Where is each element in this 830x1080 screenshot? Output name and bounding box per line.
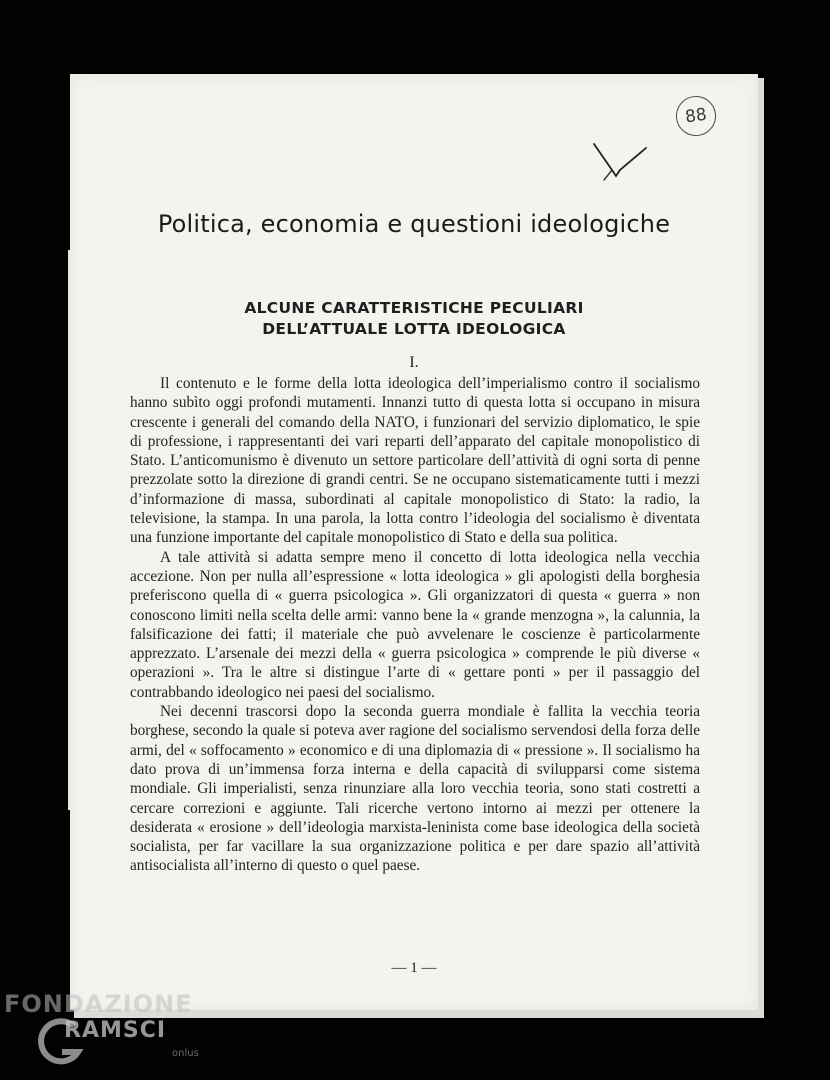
page-number: — 1 — bbox=[391, 960, 437, 976]
handwritten-check-icon bbox=[590, 130, 650, 190]
document-page bbox=[70, 74, 758, 1010]
paragraph: Nei decenni trascorsi dopo la seconda guerra mondiale è fallita la vecchia teoria borghese, secondo la quale si poteva aver ragione del socialismo servendosi della forza delle armi, del « soffocamento » economico e di una diplomazia di « pressione ». Il socialismo ha dato prova di un’immensa forza interna e della capacità di svilupparsi come sistema mondiale. Gli imperialisti, senza rinunziare alla loro vecchia teoria, sono stati costretti a cercare correzioni e aggiunte. Tali ricerche vertono intorno ai mezzi per ottenere la desiderata « erosione » dell’ideologia marxista-leninista come base ideologica della società socialista, per far vacillare la sua organizzazione politica e per dare spazio all’attività antisocialista all’interno di questo o quel paese. bbox=[130, 703, 700, 875]
circled-number: 88 bbox=[683, 104, 709, 128]
watermark-line-1: FONDAZIONE bbox=[4, 990, 193, 1018]
paragraph: Il contenuto e le forme della lotta ideologica dell’imperialismo contro il socialismo hanno subìto oggi profondi mutamenti. Innanzi tutto di questa lotta si occupano in misura crescente i generali del comando della NATO, i funzionari del servizio diplomatico, le spie di professione, i rappresentanti dei vari reparti dell’apparato del capitale monopolistico di Stato. L’anticomunismo è divenuto un settore particolare dell’attività di ogni sorta di penne prezzolate sotto la direzione di grandi centri. Se ne occupano sistematicamente tutti i mezzi d’informazione di massa, subordinati al capitale monopolistico di Stato: la radio, la televisione, la stampa. In una parola, la lotta contro l’ideologia del socialismo è diventata una funzione importante del capitale monopolistico di Stato e della sua politica. bbox=[130, 375, 700, 547]
watermark-line-2: RAMSCI bbox=[64, 1018, 167, 1043]
document-subtitle bbox=[70, 298, 758, 340]
circled-page-annotation bbox=[673, 93, 718, 138]
body-text bbox=[130, 374, 700, 876]
watermark-suffix: onlus bbox=[172, 1048, 199, 1059]
subtitle-line-2: DELL’ATTUALE LOTTA IDEOLOGICA bbox=[262, 320, 566, 338]
section-number: I. bbox=[409, 354, 419, 371]
watermark-logo bbox=[0, 986, 210, 1080]
subtitle-line-1: ALCUNE CARATTERISTICHE PECULIARI bbox=[244, 299, 584, 317]
paragraph: A tale attività si adatta sempre meno il concetto di lotta ideologica nella vecchia accezione. Non per nulla all’espressione « lotta ideologica » gli apologisti della borghesia preferiscono quella di « guerra psicologica ». Gli organizzatori di questa « guerra » non conoscono limiti nella scelta delle armi: vanno bene la « grande menzogna », la calunnia, la falsificazione dei fatti; il materiale che può avvelenare le coscienze è particolarmente apprezzato. L’arsenale dei mezzi della « guerra psicologica » comprende le più diverse « operazioni ». Tra le altre si distingue l’arte di « gettare ponti » per il passaggio del contrabbando ideologico nei paesi del socialismo. bbox=[130, 548, 700, 701]
document-title: Politica, economia e questioni ideologiche bbox=[157, 210, 671, 238]
